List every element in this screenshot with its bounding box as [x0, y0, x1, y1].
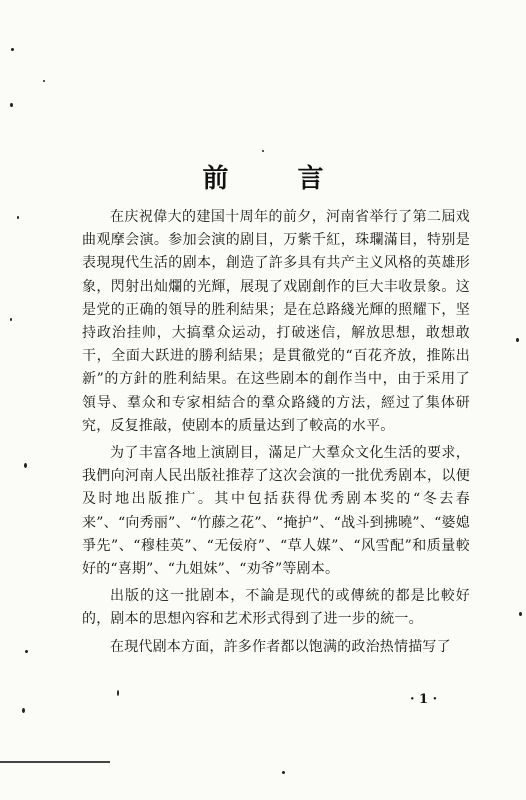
page-title: 前 言 [202, 164, 354, 194]
scan-speck [10, 318, 12, 321]
scan-speck [519, 612, 522, 616]
scan-speck [11, 48, 14, 51]
body-text [82, 206, 470, 659]
paragraph: 在現代剧本方面，許多作者都以饱满的政治热情描写了 [110, 638, 451, 655]
scan-speck [516, 338, 519, 342]
paragraph: 为了丰富各地上演剧目，滿足广大羣众文化生活的要求，我們向河南人民出版社推荐了这次会演的一批优秀剧本，以便及时地出版推广。其中包括获得优秀剧本奖的“冬去春来”、“向秀丽”、“竹藤之花”、“掩护”、“战斗到拂曉”、“婆媳爭先”、“穆桂英”、“无佞府”、“草人媒”、“风雪配”和质量較好的“喜期”、“九姐妹”、“劝爷”等剧本。 [82, 445, 470, 578]
scan-edge-line [0, 761, 110, 763]
scan-speck [262, 150, 264, 152]
page-number: · 1 · [410, 692, 438, 707]
paragraph: 在庆祝偉大的建国十周年的前夕，河南省举行了第二屆戏曲观摩会演。参加会演的剧目，万紫千紅，珠瓓滿目，特别是表現現代生活的剧本，創造了許多具有共产主义风格的英雄形象，閃射出灿爛的光輝，展現了戏剧創作的巨大丰收景象。这是党的正确的領导的胜利結果；是在总路綫光輝的照耀下，坚持政治挂帅，大搞羣众运动，打破迷信，解放思想，敢想敢干，全面大跃进的勝利結果；是貫徹党的“百花齐放，推陈出新”的方針的胜利結果。在这些剧本的創作当中，由于采用了領导、羣众和专家相結合的羣众路綫的方法，經过了集体研究，反复推敲，使剧本的质量达到了較高的水平。 [82, 209, 470, 434]
scan-speck [24, 463, 27, 468]
scan-speck [282, 771, 285, 774]
scan-speck [43, 80, 45, 82]
scan-speck [22, 708, 25, 713]
scan-speck [10, 103, 13, 107]
paragraph: 出版的这一批剧本，不論是现代的或傳統的都是比較好的，剧本的思想內容和艺术形式得到了进一步的統一。 [82, 588, 470, 628]
scan-speck [17, 216, 19, 219]
scan-speck [25, 650, 28, 653]
scan-speck [117, 690, 119, 696]
